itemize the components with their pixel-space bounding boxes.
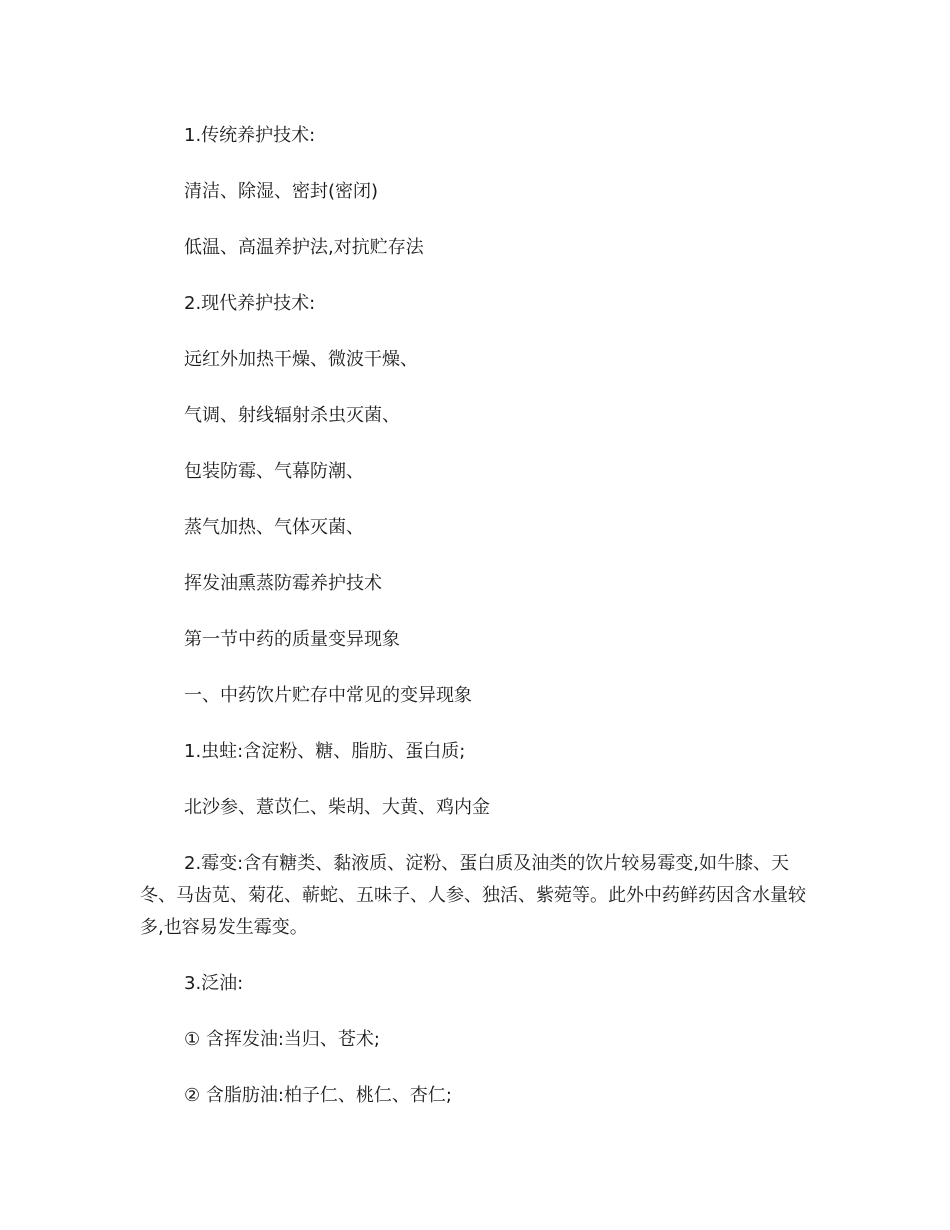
heading-traditional-maintenance: 1.传统养护技术: bbox=[184, 125, 316, 146]
item-mildew: 2.霉变:含有糖类、黏液质、淀粉、蛋白质及油类的饮片较易霉变,如牛膝、天冬、马齿苋、菊花、蕲蛇、五味子、人参、独活、紫菀等。此外中药鲜药因含水量较多,也容易发生霉变。 bbox=[140, 853, 806, 938]
item-insect-damage: 1.虫蛀:含淀粉、糖、脂肪、蛋白质; bbox=[184, 741, 466, 762]
heading-modern-maintenance: 2.现代养护技术: bbox=[184, 293, 316, 314]
paragraph-steam-gas: 蒸气加热、气体灭菌、 bbox=[184, 517, 364, 538]
subsection-title-common-variations: 一、中药饮片贮存中常见的变异现象 bbox=[184, 685, 472, 706]
paragraph-volatile-oil-fumigation: 挥发油熏蒸防霉养护技术 bbox=[184, 573, 382, 594]
paragraph-low-high-temperature: 低温、高温养护法,对抗贮存法 bbox=[184, 237, 424, 258]
section-title-quality-variation: 第一节中药的质量变异现象 bbox=[184, 629, 400, 650]
item-volatile-oil-examples: ① 含挥发油:当归、苍术; bbox=[184, 1029, 380, 1050]
item-insect-damage-examples: 北沙参、薏苡仁、柴胡、大黄、鸡内金 bbox=[184, 797, 490, 818]
paragraph-packaging-moisture: 包装防霉、气幕防潮、 bbox=[184, 461, 364, 482]
paragraph-infrared-microwave: 远红外加热干燥、微波干燥、 bbox=[184, 349, 418, 370]
item-oil-bleeding: 3.泛油: bbox=[184, 973, 244, 994]
item-fatty-oil-examples: ② 含脂肪油:柏子仁、桃仁、杏仁; bbox=[184, 1085, 452, 1106]
paragraph-clean-dehumidify-seal: 清洁、除湿、密封(密闭) bbox=[184, 181, 379, 202]
document-body bbox=[140, 120, 812, 1136]
paragraph-atmosphere-radiation: 气调、射线辐射杀虫灭菌、 bbox=[184, 405, 400, 426]
